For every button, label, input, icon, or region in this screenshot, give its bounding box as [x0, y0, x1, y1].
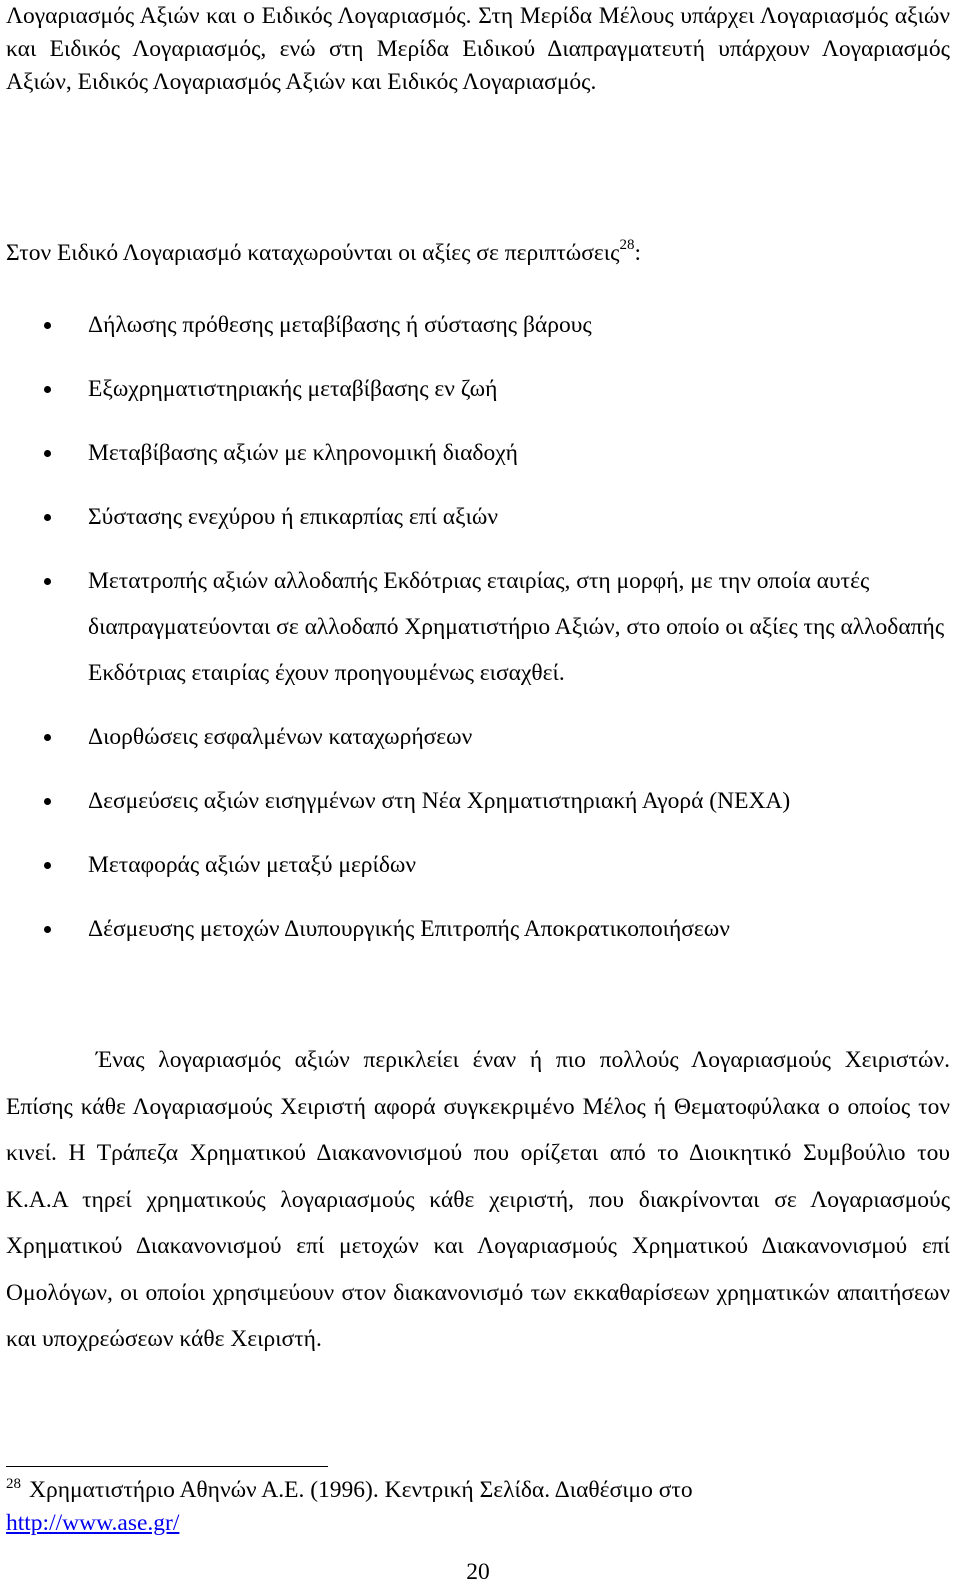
footnote-divider — [6, 1466, 328, 1467]
list-item-text: Μεταφοράς αξιών μεταξύ μερίδων — [88, 852, 417, 878]
list-item-text: Εξωχρηματιστηριακής μεταβίβασης εν ζωή — [88, 376, 498, 402]
list-item-text: Σύστασης ενεχύρου ή επικαρπίας επί αξιών — [88, 504, 498, 530]
footnote-number: 28 — [6, 1476, 21, 1492]
intro-paragraph: Λογαριασμός Αξιών και ο Ειδικός Λογαριασμός. Στη Μερίδα Μέλους υπάρχει Λογαριασμός αξιών και Ειδικός Λογαριασμός, ενώ στη Μερίδα Ειδικού Διαπραγματευτή υπάρχουν Λογαριασμός Αξιών, Ειδικός Λογαριασμός Αξιών και Ειδικός Λογαριασμός. — [6, 3, 950, 95]
footnote-reference[interactable]: 28 — [619, 237, 635, 253]
lead-in-suffix: : — [634, 240, 641, 266]
bullet-icon — [44, 862, 51, 869]
bullet-icon — [44, 386, 51, 393]
list-item — [6, 302, 950, 348]
bullet-icon — [44, 734, 51, 741]
list-item — [6, 558, 950, 696]
page-number: 20 — [466, 1559, 490, 1585]
bullet-icon — [44, 514, 51, 521]
list-item-text: Διορθώσεις εσφαλμένων καταχωρήσεων — [88, 724, 473, 750]
list-item — [6, 778, 950, 824]
case-list — [6, 302, 950, 970]
bullet-icon — [44, 578, 51, 585]
bullet-icon — [44, 926, 51, 933]
bullet-icon — [44, 322, 51, 329]
list-item — [6, 430, 950, 476]
list-item — [6, 366, 950, 412]
list-item — [6, 842, 950, 888]
list-item-text: Δήλωσης πρόθεσης μεταβίβασης ή σύστασης βάρους — [88, 312, 592, 338]
list-item — [6, 714, 950, 760]
footnote-link[interactable]: http://www.ase.gr/ — [6, 1510, 180, 1536]
list-item — [6, 494, 950, 540]
list-item-text: Μεταβίβασης αξιών με κληρονομική διαδοχή — [88, 440, 518, 466]
closing-paragraph: Ένας λογαριασμός αξιών περικλείει έναν ή πιο πολλούς Λογαριασμούς Χειριστών. Επίσης κάθε Λογαριασμούς Χειριστή αφορά συγκεκριμένο Μέλος ή Θεματοφύλακα ο οποίος τον κινεί. Η Τράπεζα Χρηματικού Διακανονισμού που ορίζεται από το Διοικητικό Συμβούλιο του Κ.Α.Α τηρεί χρηματικούς λογαριασμούς κάθε χειριστή, που διακρίνονται σε Λογαριασμούς Χρηματικού Διακανονισμού επί μετοχών και Λογαριασμούς Χρηματικού Διακανονισμού επί Ομολόγων, οι οποίοι χρησιμεύουν στον διακανονισμό των εκκαθαρίσεων χρηματικών απαιτήσεων και υποχρεώσεων κάθε Χειριστή. — [6, 1047, 950, 1352]
lead-in-text: Στον Ειδικό Λογαριασμό καταχωρούνται οι αξίες σε περιπτώσεις — [6, 240, 620, 266]
footnote-text: Χρηματιστήριο Αθηνών Α.Ε. (1996). Κεντρική Σελίδα. Διαθέσιμο στο — [29, 1477, 693, 1503]
list-item-text: Μετατροπής αξιών αλλοδαπής Εκδότριας εταιρίας, στη μορφή, με την οποία αυτές διαπραγματεύονται σε αλλοδαπό Χρηματιστήριο Αξιών, στο οποίο οι αξίες της αλλοδαπής Εκδότριας εταιρίας έχουν προηγουμένως εισαχθεί. — [88, 568, 945, 686]
bullet-icon — [44, 798, 51, 805]
list-item — [6, 906, 950, 952]
footnote — [6, 1475, 950, 1538]
list-item-text: Δεσμεύσεις αξιών εισηγμένων στη Νέα Χρηματιστηριακή Αγορά (ΝΕΧΑ) — [88, 788, 791, 814]
lead-in-sentence — [6, 238, 950, 271]
list-item-text: Δέσμευσης μετοχών Διυπουργικής Επιτροπής Αποκρατικοποιήσεων — [88, 916, 730, 942]
bullet-icon — [44, 450, 51, 457]
